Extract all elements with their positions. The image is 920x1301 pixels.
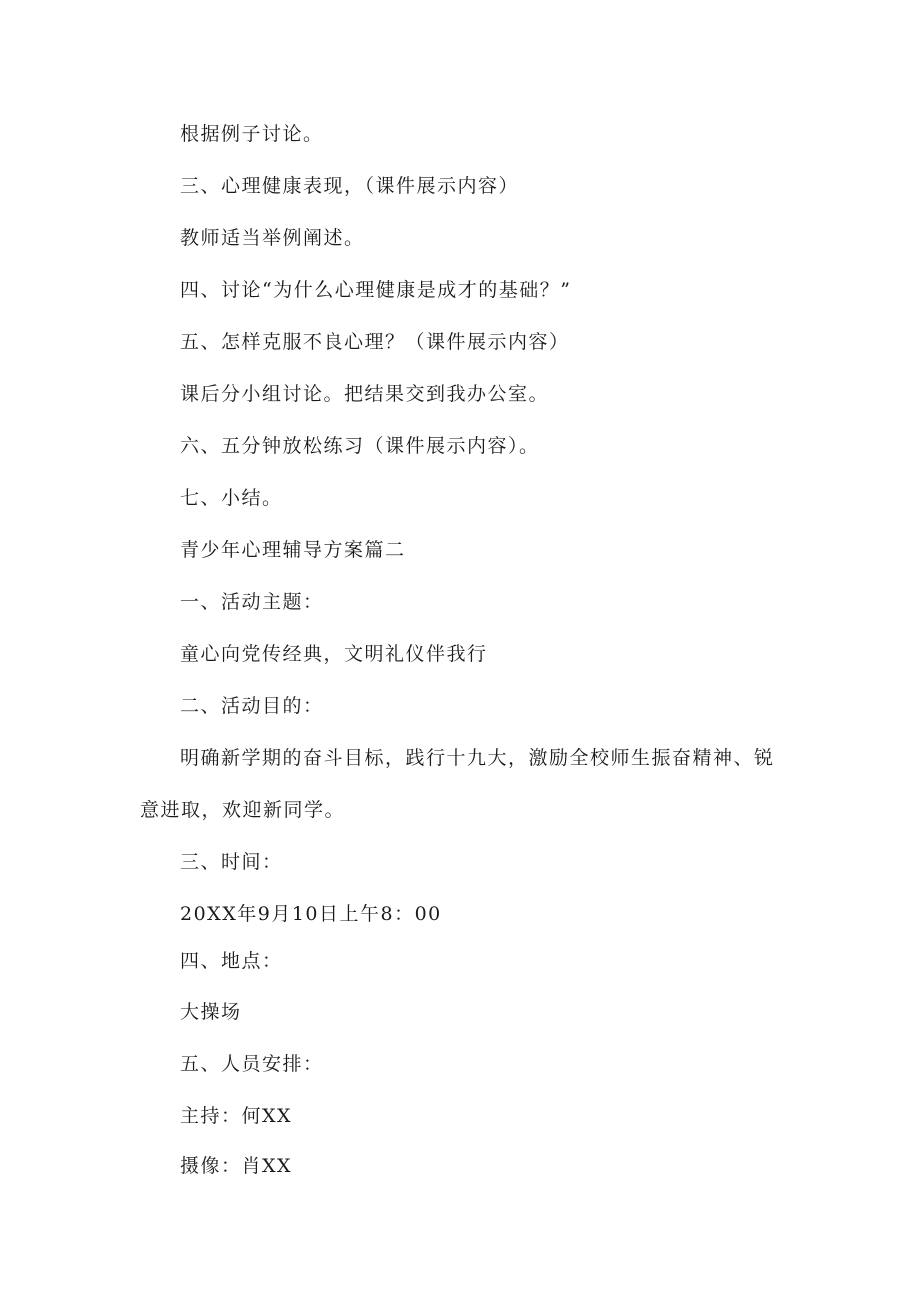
section-heading: 四、讨论“为什么心理健康是成才的基础？” (180, 279, 572, 301)
section-heading: 三、时间： (180, 851, 283, 873)
section-heading: 五、人员安排： (180, 1053, 324, 1075)
article-title: 青少年心理辅导方案篇二 (180, 539, 406, 561)
text-line: 课后分小组讨论。把结果交到我办公室。 (180, 383, 550, 405)
text-line: 童心向党传经典，文明礼仪伴我行 (180, 643, 488, 665)
section-heading: 五、怎样克服不良心理？（课件展示内容） (180, 331, 570, 353)
text-line: 主持：何XX (180, 1105, 293, 1127)
section-heading: 一、活动主题： (180, 591, 324, 613)
paragraph-line: 意进取，欢迎新同学。 (140, 799, 346, 821)
section-heading: 三、心理健康表现，（课件展示内容） (180, 175, 520, 197)
text-line: 根据例子讨论。 (180, 123, 324, 145)
section-heading: 七、小结。 (180, 487, 283, 509)
text-line: 摄像：肖XX (180, 1155, 293, 1177)
section-heading: 二、活动目的： (180, 695, 324, 717)
section-heading: 四、地点： (180, 950, 283, 972)
text-line: 大操场 (180, 1001, 242, 1023)
text-line: 20XX年9月10日上午8：00 (180, 903, 442, 925)
paragraph-line: 明确新学期的奋斗目标，践行十九大，激励全校师生振奋精神、锐 (180, 747, 775, 769)
text-line: 教师适当举例阐述。 (180, 227, 365, 249)
section-heading: 六、五分钟放松练习（课件展示内容）。 (180, 435, 540, 457)
